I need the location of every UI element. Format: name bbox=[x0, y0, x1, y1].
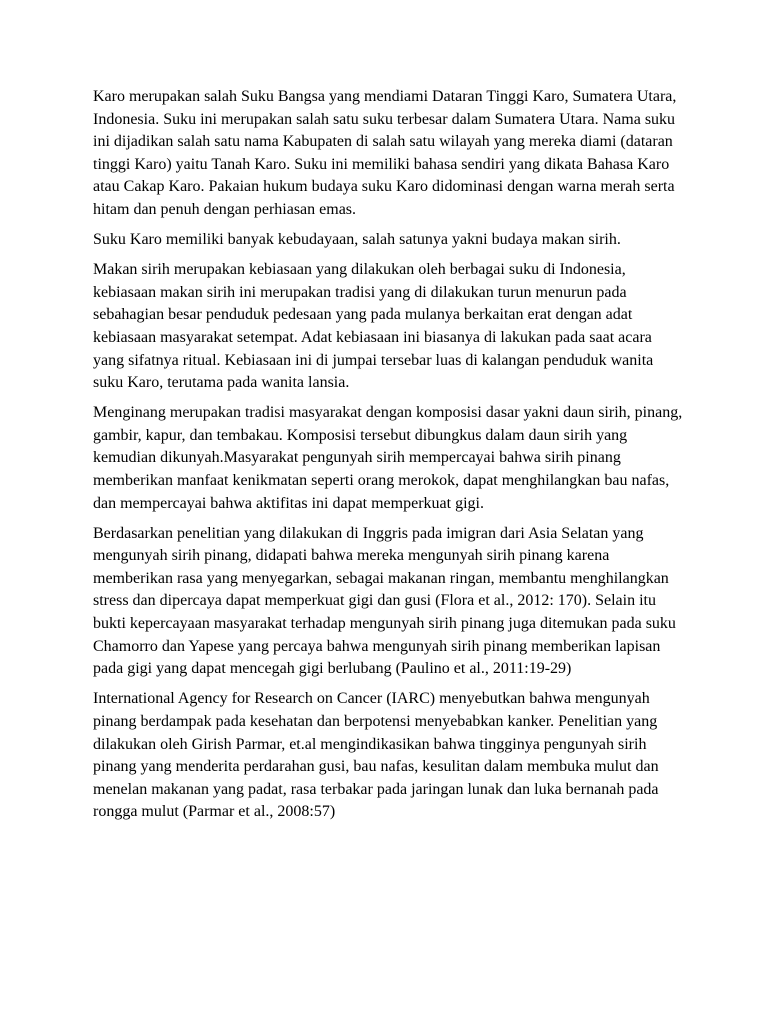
paragraph-menginang: Menginang merupakan tradisi masyarakat dengan komposisi dasar yakni daun sirih, pinang, gambir, kapur, dan tembakau. Komposisi tersebut dibungkus dalam daun sirih yang kemudian dikunyah.Masyarakat pengunyah sirih mempercayai bahwa sirih pinang memberikan manfaat kenikmatan seperti orang merokok, dapat menghilangkan bau nafas, dan mempercayai bahwa aktifitas ini dapat memperkuat gigi. bbox=[93, 404, 683, 512]
paragraph-karo-intro: Karo merupakan salah Suku Bangsa yang mendiami Dataran Tinggi Karo, Sumatera Utara, Indonesia. Suku ini merupakan salah satu suku terbesar dalam Sumatera Utara. Nama suku ini dijadikan salah satu nama Kabupaten di salah satu wilayah yang mereka diami (dataran tinggi Karo) yaitu Tanah Karo. Suku ini memiliki bahasa sendiri yang dikata Bahasa Karo atau Cakap Karo. Pakaian hukum budaya suku Karo didominasi dengan warna merah serta hitam dan penuh dengan perhiasan emas. bbox=[93, 88, 677, 218]
paragraph-iarc: International Agency for Research on Cancer (IARC) menyebutkan bahwa mengunyah pinang berdampak pada kesehatan dan berpotensi menyebabkan kanker. Penelitian yang dilakukan oleh Girish Parmar, et.al mengindikasikan bahwa tingginya pengunyah sirih pinang yang menderita perdarahan gusi, bau nafas, kesulitan dalam membuka mulut dan menelan makanan yang padat, rasa terbakar pada jaringan lunak dan luka bernanah pada rongga mulut (Parmar et al., 2008:57) bbox=[93, 690, 659, 821]
paragraph-research-inggris: Berdasarkan penelitian yang dilakukan di Inggris pada imigran dari Asia Selatan yang mengunyah sirih pinang, didapati bahwa mereka mengunyah sirih pinang karena memberikan rasa yang menyegarkan, sebagai makanan ringan, membantu menghilangkan stress dan dipercaya dapat memperkuat gigi dan gusi (Flora et al., 2012: 170). Selain itu bukti kepercayaan masyarakat terhadap mengunyah sirih pinang juga ditemukan pada suku Chamorro dan Yapese yang percaya bahwa mengunyah sirih pinang memberikan lapisan pada gigi yang dapat mencegah gigi berlubang (Paulino et al., 2011:19-29) bbox=[93, 524, 676, 678]
paragraph-makan-sirih: Makan sirih merupakan kebiasaan yang dilakukan oleh berbagai suku di Indonesia, kebiasaan makan sirih ini merupakan tradisi yang di dilakukan turun menurun pada sebahagian besar penduduk pedesaan yang pada mulanya berkaitan erat dengan adat kebiasaan masyarakat setempat. Adat kebiasaan ini biasanya di lakukan pada saat acara yang sifatnya ritual. Kebiasaan ini di jumpai tersebar luas di kalangan penduduk wanita suku Karo, terutama pada wanita lansia. bbox=[93, 261, 654, 392]
paragraph-karo-culture: Suku Karo memiliki banyak kebudayaan, salah satunya yakni budaya makan sirih. bbox=[93, 231, 621, 249]
document-page bbox=[93, 86, 683, 831]
